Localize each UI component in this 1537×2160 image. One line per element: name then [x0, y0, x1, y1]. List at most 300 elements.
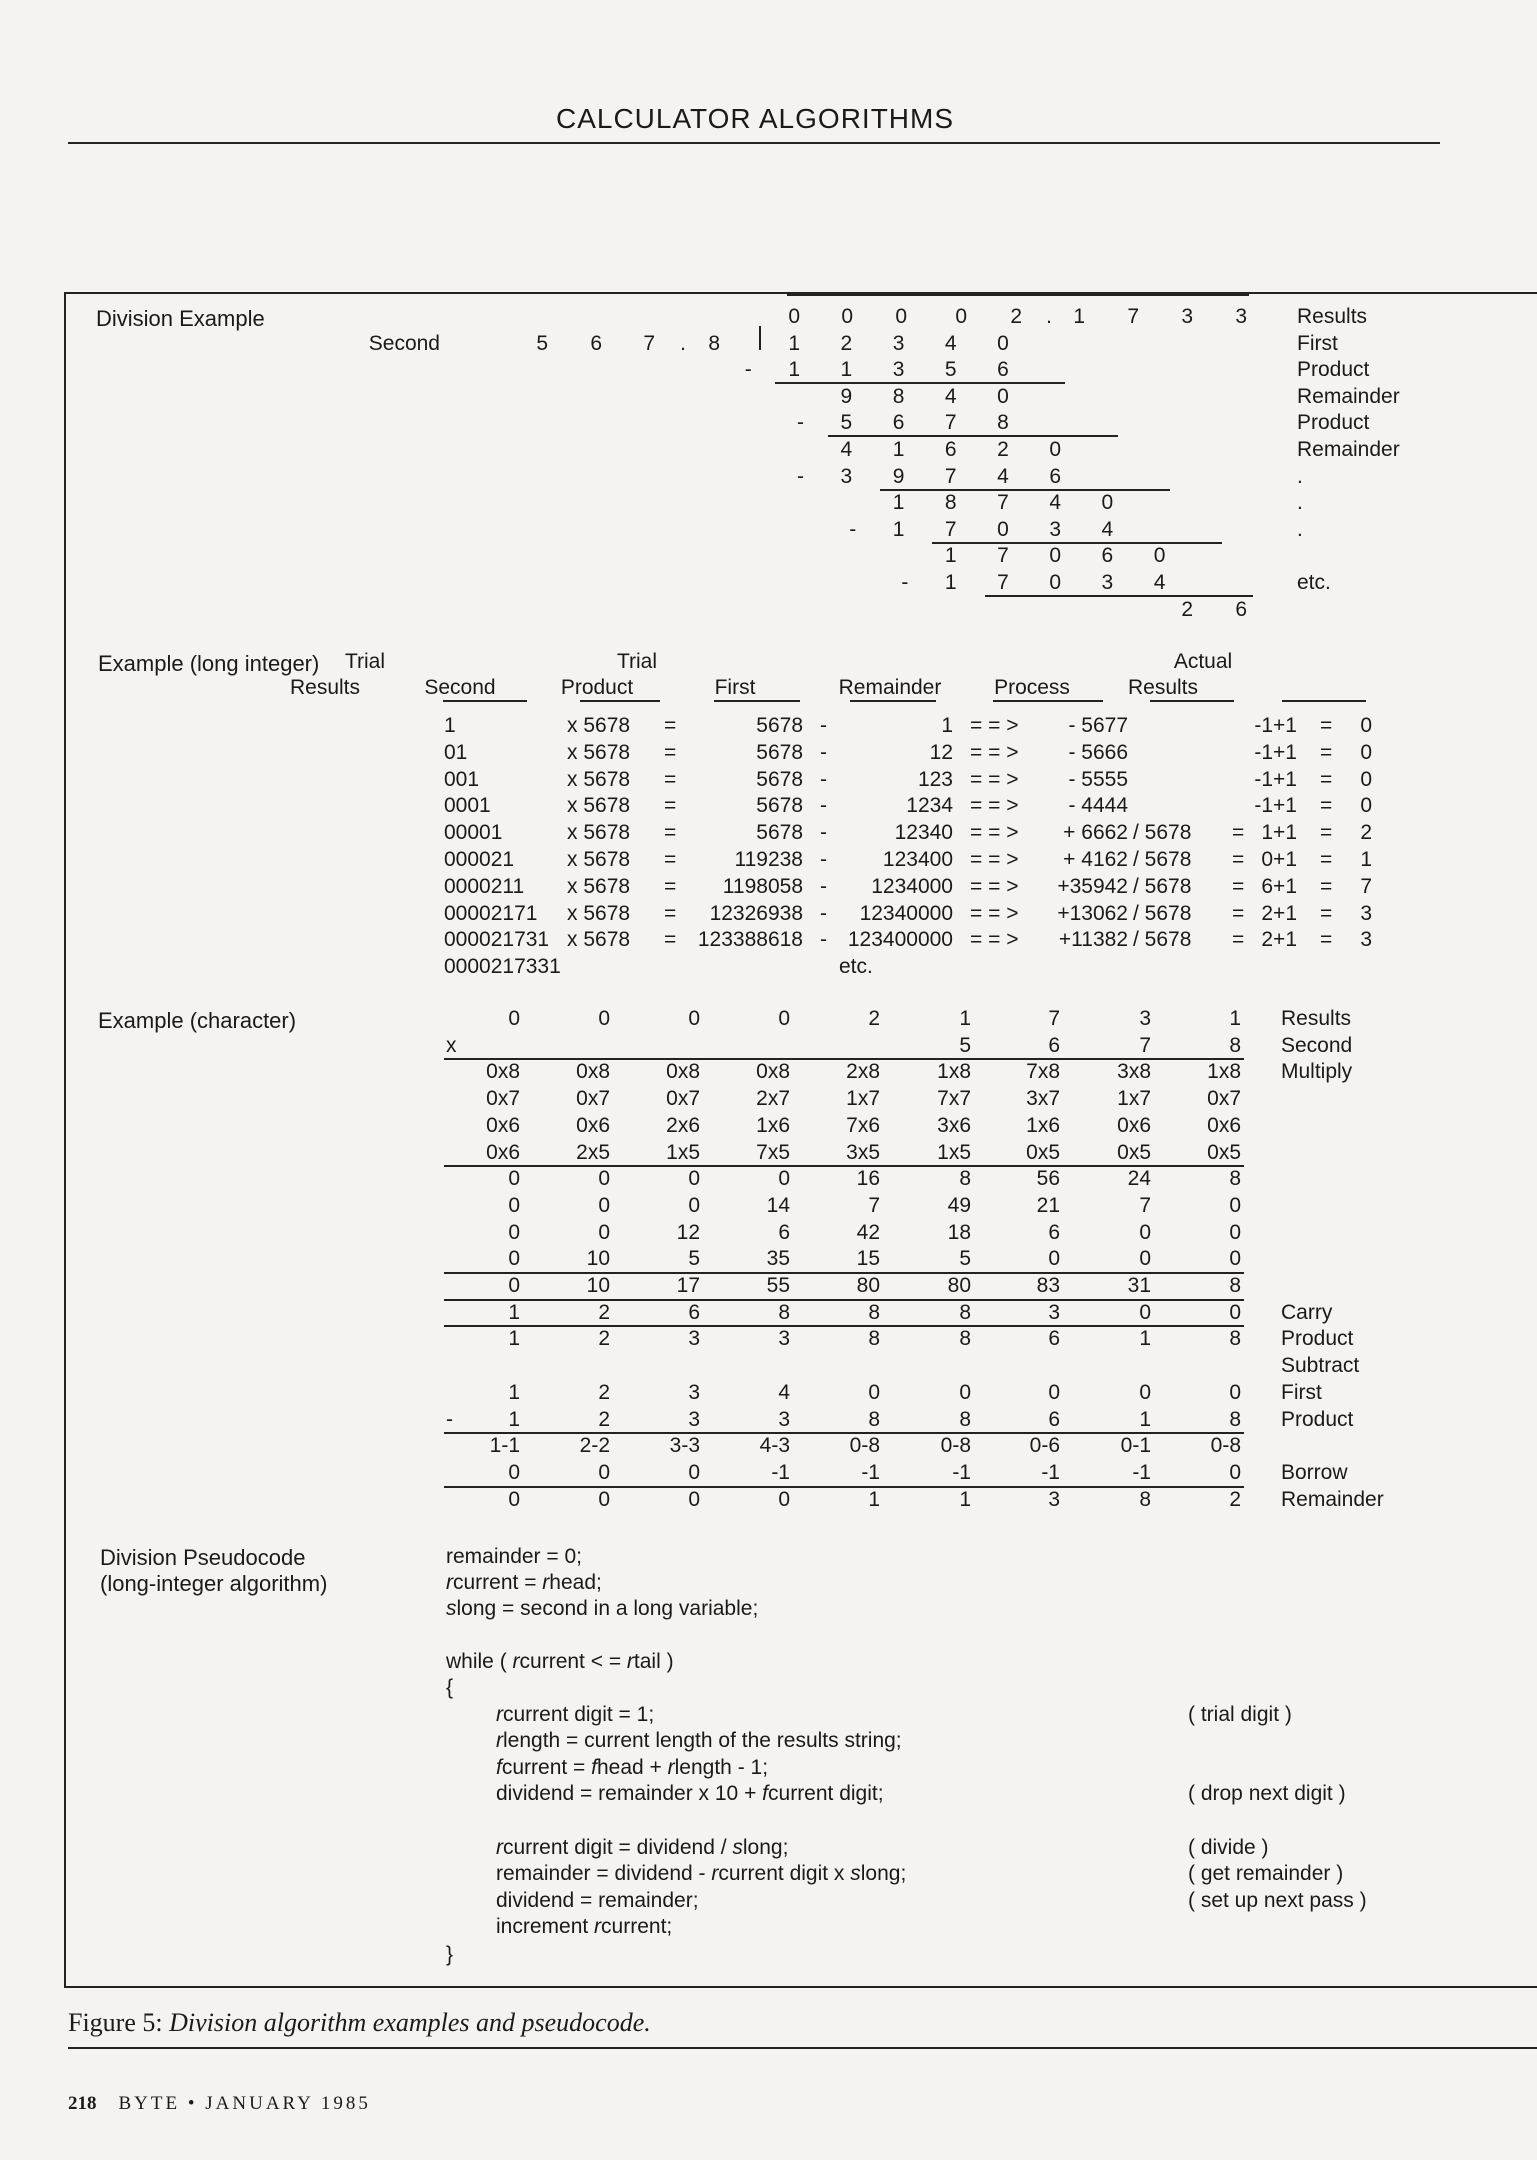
char-cell: 7x5: [756, 1140, 790, 1164]
char-label: Results: [1281, 1007, 1352, 1030]
header-rule: [850, 700, 936, 702]
subtraction-rule: [985, 595, 1253, 597]
char-cell: 0: [598, 1007, 610, 1030]
division-label: etc.: [1297, 571, 1331, 594]
table-header: First: [714, 676, 756, 699]
remainder-value: +35942: [1057, 874, 1128, 898]
char-cell: 10: [586, 1247, 610, 1271]
quotient-digit: 1: [1073, 305, 1085, 328]
char-cell: 15: [856, 1247, 880, 1271]
code-line-13: increment rcurrent;: [496, 1915, 673, 1938]
char-cell: 49: [947, 1193, 971, 1217]
actual-result: 0: [1360, 740, 1372, 764]
char-label: Product: [1281, 1327, 1354, 1351]
division-digit: 8: [997, 411, 1009, 435]
minus-sign: -: [820, 901, 827, 925]
division-digit: 4: [997, 464, 1009, 488]
division-label: Remainder: [1297, 384, 1400, 408]
divisor-digit: 7: [643, 331, 655, 355]
char-cell: 1: [508, 1407, 520, 1431]
minus-sign: -: [820, 874, 827, 898]
char-cell: 0: [598, 1167, 610, 1191]
actual-result: 7: [1360, 874, 1372, 898]
second-value: x 5678: [567, 794, 631, 818]
subtraction-rule: [828, 435, 1118, 437]
char-cell: 0x8: [666, 1060, 700, 1084]
division-digit: 4: [1049, 491, 1061, 515]
char-cell: 0: [598, 1460, 610, 1484]
char-cell: 0-1: [1120, 1434, 1151, 1458]
subtraction-rule: [932, 542, 1222, 544]
second-value: x 5678: [567, 714, 631, 737]
division-digit: 7: [944, 517, 957, 541]
divisor-digit: 6: [590, 331, 602, 355]
char-cell: 7: [868, 1193, 880, 1217]
equals-sign: =: [1232, 901, 1245, 925]
table-header-top: Actual: [1173, 650, 1233, 673]
equals-sign: =: [664, 901, 677, 925]
char-cell: 1: [1139, 1327, 1151, 1351]
char-cell: 5: [959, 1033, 971, 1057]
char-cell: 3: [688, 1407, 700, 1431]
char-cell: 7: [1139, 1193, 1151, 1217]
char-cell: 0: [959, 1380, 971, 1404]
quotient-digit: .: [1046, 305, 1052, 328]
char-cell: 8: [868, 1327, 880, 1351]
second-value: x 5678: [567, 874, 631, 898]
char-cell: 1: [508, 1380, 520, 1404]
divisor-digit: 5: [536, 331, 548, 355]
division-label: .: [1297, 491, 1303, 515]
equals-sign: =: [664, 740, 677, 764]
equals-sign: =: [1232, 928, 1245, 952]
second-value: x 5678: [567, 767, 631, 791]
char-cell: 1x5: [937, 1140, 971, 1164]
char-cell: 8: [1229, 1033, 1241, 1057]
char-cell: 0: [1139, 1220, 1151, 1244]
char-label: Product: [1281, 1407, 1354, 1431]
char-cell: 3: [688, 1380, 700, 1404]
process-value: / 5678: [1133, 821, 1192, 845]
quotient-digit: 3: [1181, 305, 1193, 328]
minus-sign: -: [820, 848, 827, 871]
char-cell: 7: [1048, 1007, 1060, 1030]
char-cell: 2x8: [846, 1060, 880, 1084]
actual-result: 1: [1360, 848, 1372, 871]
char-cell: 1x8: [1207, 1060, 1241, 1084]
division-digit: 1: [944, 544, 957, 568]
process-value: / 5678: [1133, 848, 1192, 871]
equals-sign: =: [1320, 901, 1333, 925]
minus-sign: -: [901, 571, 909, 594]
remainder-value: + 4162: [1063, 848, 1128, 871]
minus-sign: -: [820, 714, 827, 737]
code-line-6: rcurrent digit = 1;: [496, 1703, 655, 1726]
actual-sum: 2+1: [1261, 901, 1297, 925]
division-digit: 7: [997, 491, 1009, 515]
division-digit: 6: [892, 411, 905, 435]
table-header-top: Trial: [344, 650, 386, 673]
equals-sign: =: [664, 714, 677, 737]
header-rule: [714, 700, 800, 702]
char-cell: 2x5: [576, 1140, 610, 1164]
char-cell: 0: [1048, 1380, 1060, 1404]
char-cell: 8: [868, 1407, 880, 1431]
char-cell: 0: [508, 1167, 520, 1191]
char-cell: 35: [766, 1247, 790, 1271]
division-digit: 5: [840, 411, 853, 435]
minus-sign: -: [744, 358, 752, 382]
remainder-value: - 5677: [1068, 714, 1128, 737]
char-cell: 0: [1229, 1220, 1241, 1244]
char-label: Carry: [1281, 1300, 1333, 1324]
char-cell: 3-3: [669, 1434, 700, 1458]
section-division: Division Example: [96, 306, 265, 331]
equals-sign: =: [664, 794, 677, 818]
char-cell: -1: [1041, 1460, 1060, 1484]
division-digit: 7: [944, 411, 957, 435]
char-cell: 7: [1139, 1033, 1151, 1057]
arrow: = = >: [970, 821, 1019, 845]
char-cell: 1: [1139, 1407, 1151, 1431]
char-cell: 2: [598, 1380, 610, 1404]
char-cell: 1x8: [937, 1060, 971, 1084]
frame-bottom: [64, 1986, 1537, 1988]
table-header: Remainder: [838, 676, 942, 699]
actual-result: 0: [1360, 794, 1372, 818]
char-cell: 0x7: [1207, 1087, 1241, 1111]
char-cell: 0: [1229, 1193, 1241, 1217]
equals-sign: =: [1320, 794, 1333, 818]
trial-result: 001: [444, 767, 480, 791]
etc-label: etc.: [839, 955, 873, 979]
first-value: 1234: [906, 794, 953, 818]
first-value: 123400: [882, 848, 953, 871]
second-value: x 5678: [567, 740, 631, 764]
char-cell: 12: [676, 1220, 700, 1244]
first-value: 12: [929, 740, 953, 764]
sum-rule: [444, 1325, 1244, 1327]
char-cell: 3: [1048, 1300, 1060, 1324]
division-digit: 0: [1101, 491, 1114, 515]
actual-result: 3: [1360, 901, 1372, 925]
process-value: / 5678: [1133, 901, 1192, 925]
char-cell: 0: [1139, 1300, 1151, 1324]
sum-rule: [444, 1432, 1244, 1434]
trial-result: 0001: [444, 794, 491, 818]
division-digit: 4: [1101, 517, 1114, 541]
table-header: Results: [289, 676, 361, 699]
trial-product: 119238: [734, 848, 803, 871]
char-cell: 18: [947, 1220, 971, 1244]
char-cell: 8: [868, 1300, 880, 1324]
char-cell: -1: [861, 1460, 880, 1484]
header-rule: [993, 700, 1103, 702]
division-label: Results: [1297, 305, 1368, 328]
division-digit: 2: [997, 438, 1009, 461]
division-digit: 3: [892, 331, 905, 355]
char-cell: 1x6: [1026, 1113, 1060, 1137]
char-cell: 0: [868, 1380, 880, 1404]
quotient-digit: 3: [1235, 305, 1247, 328]
char-cell: 1x5: [666, 1140, 700, 1164]
char-cell: 1-1: [489, 1434, 520, 1458]
division-digit: 0: [1153, 544, 1166, 568]
division-digit: 5: [944, 358, 957, 382]
char-cell: 0: [688, 1007, 700, 1030]
char-cell: 0x7: [576, 1087, 610, 1111]
char-cell: 0: [508, 1007, 520, 1030]
char-cell: 0: [1139, 1247, 1151, 1271]
sum-rule: [444, 1299, 1244, 1301]
minus-sign: -: [820, 821, 827, 845]
trial-product: 12326938: [709, 901, 803, 925]
division-digit: 0: [1049, 544, 1061, 568]
frame-left: [64, 292, 66, 1987]
actual-result: 0: [1360, 767, 1372, 791]
division-digit: 0: [997, 517, 1009, 541]
remainder-value: - 4444: [1068, 794, 1128, 818]
division-digit: 3: [1049, 517, 1061, 541]
minus-sign: -: [820, 767, 827, 791]
equals-sign: =: [1320, 848, 1333, 871]
divisor-label: Second: [368, 331, 440, 355]
division-digit: 7: [944, 464, 957, 488]
char-cell: 1: [959, 1007, 971, 1030]
char-cell: 7x7: [937, 1087, 971, 1111]
section-character: Example (character): [98, 1008, 297, 1033]
division-label: Remainder: [1297, 438, 1400, 461]
char-cell: 6: [1048, 1220, 1060, 1244]
code-line-11: remainder = dividend - rcurrent digit x slong;: [496, 1862, 907, 1885]
first-value: 123400000: [847, 928, 953, 952]
division-digit: 2: [840, 331, 853, 355]
char-cell: 0-8: [849, 1434, 880, 1458]
equals-sign: =: [664, 928, 677, 952]
first-value: 12340: [894, 821, 953, 845]
quotient-digit: 0: [841, 305, 853, 328]
figure-caption: Figure 5: Division algorithm examples and pseudocode.: [68, 2008, 651, 2037]
minus-sign: -: [820, 794, 827, 818]
actual-result: 3: [1360, 928, 1372, 952]
arrow: = = >: [970, 740, 1019, 764]
code-comment-4: ( get remainder ): [1188, 1862, 1344, 1885]
quotient-digit: 7: [1127, 305, 1139, 328]
char-label: First: [1281, 1380, 1322, 1404]
trial-product: 123388618: [697, 928, 803, 952]
char-label: Second: [1281, 1033, 1353, 1057]
header-rule: [443, 700, 527, 702]
char-cell: 3: [1048, 1487, 1060, 1511]
char-label: Remainder: [1281, 1487, 1384, 1511]
char-cell: 0: [1048, 1247, 1060, 1271]
subtraction-rule: [880, 489, 1170, 491]
actual-sum: 2+1: [1261, 928, 1297, 952]
char-label: Borrow: [1281, 1460, 1348, 1484]
char-cell: 7x6: [846, 1113, 880, 1137]
char-cell: 8: [959, 1327, 971, 1351]
arrow: = = >: [970, 767, 1019, 791]
quotient-digit: 2: [1010, 305, 1022, 328]
code-comment-3: ( divide ): [1188, 1836, 1269, 1859]
char-cell: 3x7: [1026, 1087, 1060, 1111]
char-cell: 8: [959, 1167, 971, 1191]
minus-sign: -: [849, 517, 857, 541]
division-digit: 0: [1049, 571, 1061, 594]
trial-product: 5678: [756, 767, 803, 791]
equals-sign: =: [1320, 714, 1333, 737]
section-pseudo-1: Division Pseudocode: [100, 1545, 306, 1570]
char-cell: 2x6: [666, 1113, 700, 1137]
char-cell: 3x5: [846, 1140, 880, 1164]
arrow: = = >: [970, 928, 1019, 952]
char-cell: 21: [1036, 1193, 1060, 1217]
actual-sum: -1+1: [1254, 714, 1297, 737]
char-cell: 0: [508, 1274, 520, 1297]
header-rule: [1282, 700, 1366, 702]
char-cell: 0: [598, 1193, 610, 1217]
code-comment-2: ( drop next digit ): [1188, 1782, 1346, 1805]
char-cell: 0: [1229, 1460, 1241, 1484]
char-cell: 2: [598, 1327, 610, 1351]
char-cell: 0-6: [1029, 1434, 1060, 1458]
division-digit: 3: [1101, 571, 1114, 594]
char-cell: 2: [598, 1300, 610, 1324]
trial-product: 1198058: [722, 874, 803, 898]
division-label: .: [1297, 517, 1303, 541]
equals-sign: =: [1320, 928, 1333, 952]
code-brace-close: }: [446, 1943, 454, 1966]
char-cell: 0: [778, 1167, 790, 1191]
char-cell: 0x6: [1117, 1113, 1151, 1137]
char-cell: 8: [1139, 1487, 1151, 1511]
char-cell: 3: [688, 1327, 700, 1351]
char-cell: 55: [766, 1274, 790, 1297]
minus-sign: -: [820, 928, 827, 952]
char-cell: 0x5: [1207, 1140, 1241, 1164]
division-digit: 4: [840, 438, 853, 461]
char-cell: 0: [778, 1007, 790, 1030]
division-digit: 3: [840, 464, 853, 488]
char-label: Subtract: [1281, 1354, 1360, 1378]
code-line-8: fcurrent = fhead + rlength - 1;: [496, 1756, 769, 1779]
char-cell: 8: [1229, 1274, 1241, 1297]
char-cell: 0: [1229, 1247, 1241, 1271]
char-cell: 8: [778, 1300, 790, 1324]
division-digit: 9: [892, 464, 905, 488]
char-cell: 1: [508, 1327, 520, 1351]
divisor-digit: 8: [708, 331, 720, 355]
actual-result: 0: [1360, 714, 1372, 737]
char-cell: 0x6: [1207, 1113, 1241, 1137]
char-cell: 0: [688, 1193, 700, 1217]
second-value: x 5678: [567, 901, 631, 925]
header-rule: [68, 142, 1440, 144]
quotient-digit: 0: [895, 305, 907, 328]
times-sign: x: [446, 1033, 457, 1057]
remainder-value: +13062: [1057, 901, 1128, 925]
char-cell: -1: [952, 1460, 971, 1484]
code-line-12: dividend = remainder;: [496, 1889, 699, 1912]
remainder-value: +11382: [1058, 928, 1128, 952]
trial-result: 000021731: [444, 928, 550, 952]
char-cell: 24: [1127, 1167, 1151, 1191]
division-digit: 6: [997, 358, 1009, 382]
code-line-9: dividend = remainder x 10 + fcurrent digit;: [496, 1782, 884, 1805]
char-cell: 0x8: [486, 1060, 520, 1084]
trial-result: 01: [444, 740, 468, 764]
char-cell: 5: [688, 1247, 700, 1271]
char-cell: 0x6: [486, 1140, 520, 1164]
char-cell: 2: [598, 1407, 610, 1431]
section-pseudo-2: (long-integer algorithm): [100, 1571, 328, 1596]
char-cell: 0: [508, 1487, 520, 1511]
char-cell: 0x5: [1117, 1140, 1151, 1164]
division-digit: 1: [788, 358, 800, 382]
division-digit: 0: [997, 331, 1009, 355]
char-cell: 1x7: [846, 1087, 880, 1111]
actual-sum: 0+1: [1261, 848, 1297, 871]
code-line-3: slong = second in a long variable;: [446, 1597, 759, 1620]
division-digit: 0: [997, 384, 1009, 408]
char-cell: 0: [688, 1460, 700, 1484]
char-cell: 8: [1229, 1407, 1241, 1431]
remainder-digit: 2: [1181, 597, 1193, 621]
char-cell: -1: [771, 1460, 790, 1484]
division-digit: 4: [944, 331, 957, 355]
code-line-10: rcurrent digit = dividend / slong;: [496, 1836, 789, 1859]
sum-rule: [444, 1058, 1244, 1060]
trial-result: 000021: [444, 848, 515, 871]
process-value: / 5678: [1133, 928, 1192, 952]
char-cell: 6: [1048, 1327, 1060, 1351]
sum-rule: [444, 1165, 1244, 1167]
char-cell: 1x7: [1117, 1087, 1151, 1111]
arrow: = = >: [970, 714, 1019, 737]
char-cell: 0x5: [1026, 1140, 1060, 1164]
equals-sign: =: [664, 821, 677, 845]
second-value: x 5678: [567, 821, 631, 845]
subtraction-rule: [775, 382, 1065, 384]
equals-sign: =: [1320, 767, 1333, 791]
char-cell: 17: [676, 1274, 700, 1297]
division-digit: 7: [997, 544, 1009, 568]
section-long-integer: Example (long integer): [98, 651, 320, 676]
second-value: x 5678: [567, 928, 631, 952]
first-value: 1234000: [871, 874, 953, 898]
code-line-4: while ( rcurrent < = rtail ): [446, 1650, 674, 1673]
division-digit: 1: [788, 331, 800, 355]
char-cell: 0x8: [756, 1060, 790, 1084]
char-cell: 0: [778, 1487, 790, 1511]
actual-sum: -1+1: [1254, 794, 1297, 818]
char-label: Multiply: [1281, 1060, 1353, 1084]
actual-sum: 1+1: [1261, 821, 1297, 845]
first-value: 1: [941, 714, 953, 737]
divisor-digit: .: [680, 331, 686, 355]
sum-rule: [444, 1486, 1244, 1488]
table-header: Product: [560, 676, 634, 699]
char-cell: 14: [766, 1193, 790, 1217]
char-cell: 3x6: [937, 1113, 971, 1137]
trial-result: 0000217331: [444, 955, 561, 979]
equals-sign: =: [664, 874, 677, 898]
char-cell: 0: [1229, 1380, 1241, 1404]
char-cell: 0: [598, 1220, 610, 1244]
equals-sign: =: [1232, 848, 1245, 871]
code-line-1: remainder = 0;: [446, 1545, 582, 1568]
char-cell: 4: [778, 1380, 790, 1404]
